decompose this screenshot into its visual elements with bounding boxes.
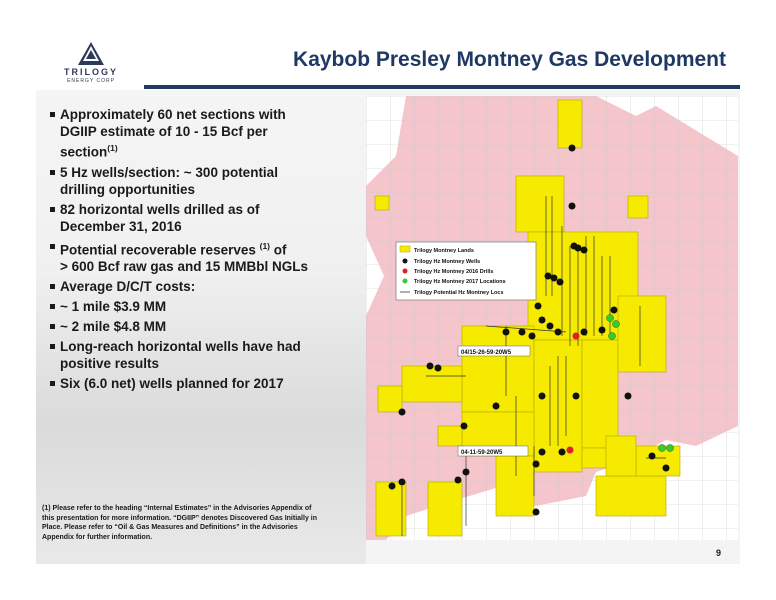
well-marker: [573, 393, 580, 400]
land-parcel: [516, 176, 564, 232]
footnote-ref: (1): [259, 240, 271, 251]
well-marker: [455, 477, 462, 484]
well-marker: [503, 329, 510, 336]
legend-swatch-locations: [403, 279, 408, 284]
land-parcel: [438, 426, 462, 446]
location-marker: [607, 315, 614, 322]
well-marker: [533, 461, 540, 468]
bullet-item-long-reach: [50, 338, 360, 372]
logo-name: TRILOGY: [64, 67, 118, 77]
page-title: Kaybob Presley Montney Gas Development: [293, 48, 726, 71]
bullet-text: drilling opportunities: [60, 181, 195, 197]
slide: [36, 36, 740, 564]
location-marker: [659, 445, 666, 452]
legend-label-wells: Trilogy Hz Montney Wells: [414, 259, 481, 265]
bullet-text: section: [60, 144, 108, 160]
logo-triangle-icon: [50, 40, 132, 68]
land-parcel: [636, 446, 680, 476]
bullet-list: [50, 106, 360, 395]
well-marker: [569, 203, 576, 210]
bullet-item-1-mile: [50, 298, 360, 315]
well-label-1: [458, 346, 530, 356]
well-marker: [533, 509, 540, 516]
map-legend: [396, 242, 536, 300]
well-marker: [435, 365, 442, 372]
bullet-text: December 31, 2016: [60, 218, 182, 234]
land-map: [366, 96, 738, 540]
well-marker: [555, 329, 562, 336]
legend-swatch-wells: [403, 259, 408, 264]
land-parcel: [596, 476, 666, 516]
bullet-item-costs: [50, 278, 360, 295]
location-marker: [613, 321, 620, 328]
well-marker: [569, 145, 576, 152]
bullet-text: ~ 2 mile $4.8 MM: [60, 319, 167, 334]
label-text: 04/15-26-59-20W5: [461, 350, 512, 356]
bullet-item-2017-plan: [50, 375, 360, 392]
well-marker: [519, 329, 526, 336]
drill-marker: [567, 447, 574, 454]
footnote-line: this presentation for more information. “DGIIP” denotes Discovered Gas Initially in: [42, 514, 317, 522]
bullet-text: Long-reach horizontal wells have had: [60, 339, 301, 354]
well-marker: [539, 449, 546, 456]
well-marker: [427, 363, 434, 370]
legend-label-potential: Trilogy Potential Hz Montney Locs: [414, 290, 504, 296]
bullet-text: Average D/C/T costs:: [60, 279, 196, 294]
label-text: 04-11-59-20W5: [461, 450, 503, 456]
bullet-text: Six (6.0 net) wells planned for 2017: [60, 376, 284, 391]
well-marker: [581, 329, 588, 336]
land-parcel: [558, 100, 582, 148]
page-number: 9: [716, 548, 722, 558]
well-marker: [557, 279, 564, 286]
trilogy-logo: [50, 40, 132, 88]
bullet-text: DGIIP estimate of 10 - 15 Bcf per: [60, 124, 268, 139]
land-parcel: [428, 482, 462, 536]
well-marker: [461, 423, 468, 430]
well-marker: [399, 409, 406, 416]
logo-subtitle: ENERGY CORP: [67, 78, 115, 84]
well-marker: [545, 273, 552, 280]
land-parcel: [582, 340, 618, 448]
land-parcel: [376, 482, 406, 536]
well-marker: [463, 469, 470, 476]
location-marker: [609, 333, 616, 340]
bullet-item-sections: [50, 106, 360, 161]
land-parcel: [496, 456, 534, 516]
land-parcel: [378, 386, 402, 412]
well-marker: [535, 303, 542, 310]
footnote-ref: (1): [107, 143, 118, 153]
footnote: [42, 504, 358, 542]
well-label-2: [458, 446, 528, 456]
well-marker: [599, 327, 606, 334]
well-marker: [663, 465, 670, 472]
legend-label-locations: Trilogy Hz Montney 2017 Locations: [414, 279, 506, 285]
well-marker: [575, 245, 582, 252]
bullet-text: > 600 Bcf raw gas and 15 MMBbl NGLs: [60, 259, 308, 274]
well-marker: [581, 247, 588, 254]
well-marker: [389, 483, 396, 490]
bullet-text: Approximately 60 net sections with: [60, 107, 286, 122]
bullet-item-2-mile: [50, 318, 360, 335]
well-marker: [399, 479, 406, 486]
land-parcel: [402, 366, 462, 402]
bullet-item-wells-per-section: [50, 164, 360, 198]
drill-marker: [573, 333, 580, 340]
bullet-text: 5 Hz wells/section: ~ 300 potential: [60, 164, 278, 180]
well-marker: [539, 317, 546, 324]
bullet-item-reserves: [50, 238, 360, 276]
well-marker: [611, 307, 618, 314]
bullet-text: of: [270, 242, 287, 257]
well-marker: [649, 453, 656, 460]
land-parcel: [462, 326, 534, 412]
legend-label-lands: Trilogy Montney Lands: [414, 248, 474, 254]
bullet-item-wells-drilled: [50, 201, 360, 235]
land-parcel: [628, 196, 648, 218]
bullet-text: positive results: [60, 356, 160, 371]
bullet-text: 82 horizontal wells drilled as of: [60, 201, 260, 217]
land-parcel: [606, 436, 636, 476]
footnote-line: Appendix for further information.: [42, 533, 153, 541]
bullet-text: ~ 1 mile $3.9 MM: [60, 299, 167, 314]
well-marker: [539, 393, 546, 400]
header-rule: [144, 85, 740, 89]
location-marker: [667, 445, 674, 452]
well-marker: [493, 403, 500, 410]
footnote-line: Place. Please refer to “Oil & Gas Measures and Definitions” in the Advisories: [42, 524, 298, 531]
well-marker: [551, 275, 558, 282]
well-marker: [547, 323, 554, 330]
well-marker: [625, 393, 632, 400]
legend-swatch-lands: [400, 246, 410, 252]
well-marker: [559, 449, 566, 456]
footnote-line: (1) Please refer to the heading “Internal Estimates” in the Advisories Appendix of: [42, 505, 312, 512]
legend-label-drills: Trilogy Hz Montney 2016 Drills: [414, 269, 494, 275]
legend-swatch-drills: [403, 269, 408, 274]
land-parcel: [618, 296, 666, 372]
bullet-text: Potential recoverable reserves: [60, 242, 260, 257]
land-parcel: [375, 196, 389, 210]
well-marker: [529, 333, 536, 340]
